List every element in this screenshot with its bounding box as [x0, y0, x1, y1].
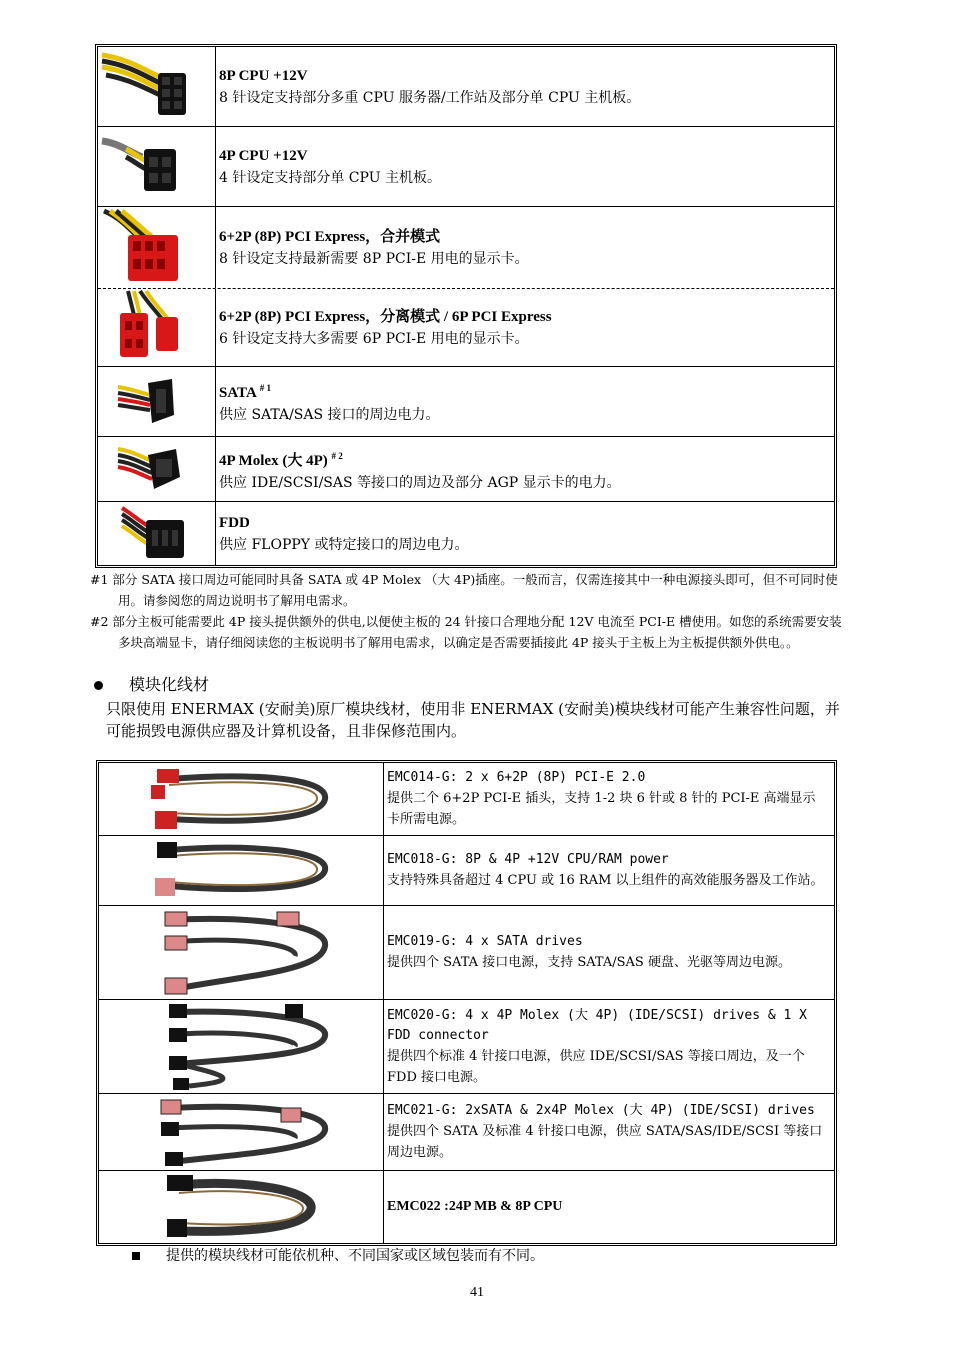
cable-row-emc019	[99, 906, 834, 1000]
connector-text-fdd	[216, 502, 834, 565]
connector-row-8p-cpu	[98, 47, 834, 127]
cable-row-emc018	[99, 836, 834, 906]
connector-image-molex	[98, 437, 216, 501]
cable-desc: 提供四个 SATA 及标准 4 针接口电源，供应 SATA/SAS/IDE/SCSI 等接口周边电源。	[387, 1124, 823, 1160]
page-number: 41	[470, 1285, 484, 1300]
cable-title: EMC019-G: 4 x SATA drives	[387, 934, 583, 949]
connector-desc: 6 针设定支持大多需要 6P PCI-E 用电的显示卡。	[219, 330, 529, 347]
connector-title: 6+2P (8P) PCI Express，合并模式	[219, 228, 441, 245]
connector-title: FDD	[219, 514, 250, 531]
cable-text-emc021	[384, 1094, 834, 1170]
cable-row-emc022	[99, 1171, 834, 1243]
footnote-text: 提供的模块线材可能依机种、不同国家或区域包装而有不同。	[166, 1248, 544, 1264]
connector-image-pcie-combined	[98, 207, 216, 288]
cable-text-emc020	[384, 1000, 834, 1093]
connector-row-molex	[98, 437, 834, 502]
cable-image-emc018	[99, 836, 384, 905]
cable-row-emc021	[99, 1094, 834, 1171]
connector-image-sata	[98, 367, 216, 436]
note-2: #2 部分主板可能需要此 4P 接头提供额外的供电,以便使主板的 24 针接口合理地分配 12V 电流至 PCI-E 槽使用。如您的系统需要安装多块高端显卡，请仔细阅读您的主板说明书了解用电需求，以确定是否需要插接此 4P 接头于主板上为主板提供额外供电。。	[90, 614, 842, 650]
connector-title	[219, 445, 834, 472]
cable-desc: 提供四个标准 4 针接口电源，供应 IDE/SCSI/SAS 等接口周边，及一个 FDD 接口电源。	[387, 1048, 805, 1085]
connector-row-pcie-combined	[98, 207, 834, 288]
connector-text-8p-cpu	[216, 47, 834, 126]
cable-title: EMC021-G: 2xSATA & 2x4P Molex (大 4P) (IDE/SCSI) drives	[387, 1103, 815, 1118]
footnote-ref: # 2	[331, 450, 343, 461]
section-heading-text: 模块化线材	[129, 675, 210, 694]
bullet-icon	[94, 681, 103, 690]
section-heading	[94, 674, 209, 696]
connector-title-text: 4P Molex (大 4P)	[219, 452, 332, 469]
connector-row-4p-cpu	[98, 127, 834, 207]
connector-row-sata	[98, 367, 834, 437]
cable-image-emc020	[99, 1000, 384, 1093]
cable-text-emc014	[384, 763, 834, 835]
note-1: #1 部分 SATA 接口周边可能同时具备 SATA 或 4P Molex （大 4P)插座。一般而言，仅需连接其中一种电源接头即可，但不可同时使用。请参阅您的周边说明书了解用电需求。	[90, 572, 838, 608]
connector-image-pcie-split	[98, 289, 216, 366]
connector-desc: 供应 FLOPPY 或特定接口的周边电力。	[219, 536, 469, 553]
connector-row-fdd	[98, 502, 834, 565]
connector-title: 6+2P (8P) PCI Express，分离模式 / 6P PCI Express	[219, 308, 552, 325]
cable-image-emc021	[99, 1094, 384, 1170]
cable-desc: 提供二个 6+2P PCI-E 插头，支持 1-2 块 6 针或 8 针的 PCI-E 高端显示卡所需电源。	[387, 791, 816, 827]
connector-title-text: SATA	[219, 385, 260, 401]
connector-row-pcie-split	[98, 288, 834, 367]
cable-desc: 支持特殊具备超过 4 CPU 或 16 RAM 以上组件的高效能服务器及工作站。	[387, 873, 824, 888]
cable-desc: 提供四个 SATA 接口电源，支持 SATA/SAS 硬盘、光驱等周边电源。	[387, 955, 791, 970]
connector-title	[219, 377, 834, 404]
cable-text-emc018	[384, 836, 834, 905]
connector-text-4p-cpu	[216, 127, 834, 206]
connector-text-pcie-split	[216, 289, 834, 366]
connector-title: 4P CPU +12V	[219, 147, 308, 164]
cable-text-emc022	[384, 1171, 834, 1243]
cable-title: EMC022 :24P MB & 8P CPU	[387, 1199, 563, 1214]
connector-desc: 8 针设定支持最新需要 8P PCI-E 用电的显示卡。	[219, 250, 529, 267]
connector-desc: 供应 IDE/SCSI/SAS 等接口的周边及部分 AGP 显示卡的电力。	[219, 474, 621, 491]
cable-text-emc019	[384, 906, 834, 999]
connector-desc: 8 针设定支持部分多重 CPU 服务器/工作站及部分单 CPU 主机板。	[219, 89, 641, 106]
section-intro: 只限使用 ENERMAX (安耐美)原厂模块线材，使用非 ENERMAX (安耐美)模块线材可能产生兼容性问题，并可能损毁电源供应器及计算机设备，且非保修范围内。	[106, 700, 840, 740]
connector-title: 8P CPU +12V	[219, 67, 308, 84]
cable-image-emc022	[99, 1171, 384, 1243]
square-bullet-icon	[132, 1252, 140, 1260]
connector-text-sata	[216, 367, 834, 436]
connector-desc: 供应 SATA/SAS 接口的周边电力。	[219, 407, 440, 423]
cable-row-emc020	[99, 1000, 834, 1094]
connector-desc: 4 针设定支持部分单 CPU 主机板。	[219, 169, 441, 186]
cable-table	[96, 760, 837, 1246]
cable-image-emc014	[99, 763, 384, 835]
footnote-ref: # 1	[259, 383, 271, 393]
connector-image-fdd	[98, 502, 216, 565]
cable-title: EMC020-G: 4 x 4P Molex (大 4P) (IDE/SCSI) drives & 1 X FDD connector	[387, 1007, 807, 1043]
connector-table	[95, 44, 837, 568]
cable-image-emc019	[99, 906, 384, 999]
cable-row-emc014	[99, 763, 834, 836]
footnote	[132, 1245, 544, 1267]
cable-title: EMC014-G: 2 x 6+2P (8P) PCI-E 2.0	[387, 770, 646, 785]
connector-text-pcie-combined	[216, 207, 834, 288]
connector-image-8p-cpu	[98, 47, 216, 126]
connector-text-molex	[216, 437, 834, 501]
cable-title: EMC018-G: 8P & 4P +12V CPU/RAM power	[387, 852, 669, 867]
connector-image-4p-cpu	[98, 127, 216, 206]
